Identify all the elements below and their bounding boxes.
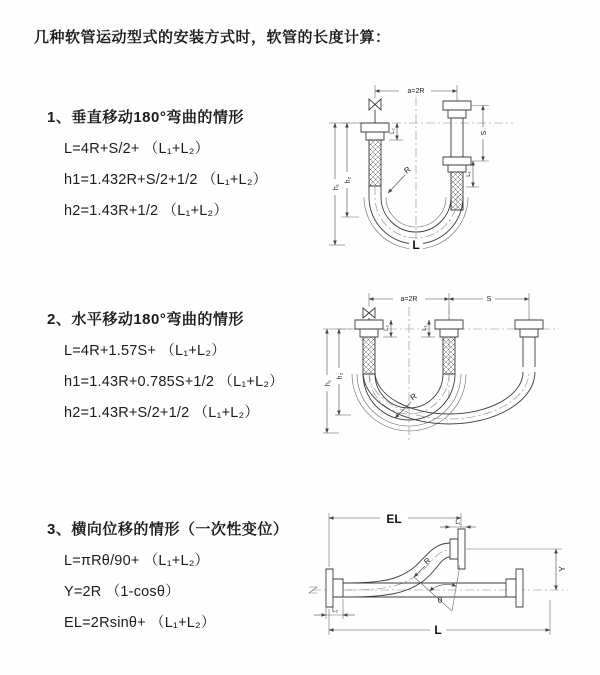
dim-label-l: L: [434, 623, 442, 637]
dim-label-h1: h₁: [333, 183, 340, 191]
formula-line: L=πRθ/90+ （L₁+L₂）: [64, 553, 210, 569]
braided-hose-left: [369, 140, 381, 186]
diagram-lateral-displacement: [300, 503, 592, 653]
formula-line: EL=2Rsinθ+ （L₁+L₂）: [64, 615, 216, 631]
formula-line: h1=1.43R+0.785S+1/2 （L₁+L₂）: [64, 374, 284, 390]
dim-label-l: L: [412, 238, 420, 252]
dim-label-l1: L₁: [422, 325, 428, 331]
formula-line: Y=2R （1-cosθ）: [64, 584, 180, 600]
dim-label-a2r: a=2R: [400, 296, 418, 303]
dim-label-a2r: a=2R: [407, 88, 425, 95]
formula-line: L=4R+S/2+ （L₁+L₂）: [64, 141, 210, 157]
section-2: [47, 308, 284, 435]
hose-upper-wall: [343, 543, 450, 583]
page-title: 几种软管运动型式的安装方式时，软管的长度计算：: [34, 29, 391, 46]
section-1-heading: 1、垂直移动180°弯曲的情形: [47, 109, 244, 126]
dim-label-l1: L₁: [466, 171, 472, 177]
dim-label-el: EL: [386, 512, 402, 526]
dim-label-h2: h₂: [345, 176, 352, 184]
dim-label-r: R: [402, 164, 413, 176]
formula-line: h1=1.432R+S/2+1/2 （L₁+L₂）: [64, 172, 268, 188]
braided-hose-left: [363, 337, 375, 374]
dim-label-r: R: [422, 555, 433, 567]
dim-label-l2: L₂: [384, 325, 390, 331]
section-2-heading: 2、水平移动180°弯曲的情形: [47, 311, 244, 328]
dim-label-h1: h₁: [325, 379, 332, 387]
dim-label-theta: θ: [437, 596, 443, 605]
diagram-2-svg: [311, 287, 589, 447]
braided-hose-right: [451, 172, 463, 210]
formula-line: h2=1.43R+1/2 （L₁+L₂）: [64, 203, 229, 219]
section-3-heading: 3、横向位移的情形（一次性变位）: [47, 521, 289, 538]
dim-label-y: Y: [558, 566, 567, 572]
braided-hose-middle: [443, 337, 455, 374]
diagram-vertical-180-bend: [313, 77, 588, 252]
hose-inner-wall: [381, 186, 451, 232]
dim-label-s: S: [486, 296, 492, 303]
dim-label-r: R: [408, 391, 419, 403]
diagram-3-svg: [300, 503, 592, 653]
section-3: [47, 518, 288, 645]
valve-icon: [369, 99, 381, 123]
formula-line: h2=1.43R+S/2+1/2 （L₁+L₂）: [64, 405, 260, 421]
section-1: [47, 106, 267, 233]
dim-label-h2: h₂: [337, 372, 344, 380]
valve-icon: [363, 308, 375, 320]
formula-line: L=4R+1.57S+ （L₁+L₂）: [64, 343, 226, 359]
dim-label-l2: L₂: [332, 608, 338, 614]
diagram-1-svg: [313, 77, 588, 252]
dim-label-s: S: [481, 130, 488, 136]
diagram-horizontal-180-bend: [311, 287, 589, 447]
dim-label-l1: L₁: [455, 520, 461, 526]
dim-label-l2: L₂: [390, 128, 396, 134]
